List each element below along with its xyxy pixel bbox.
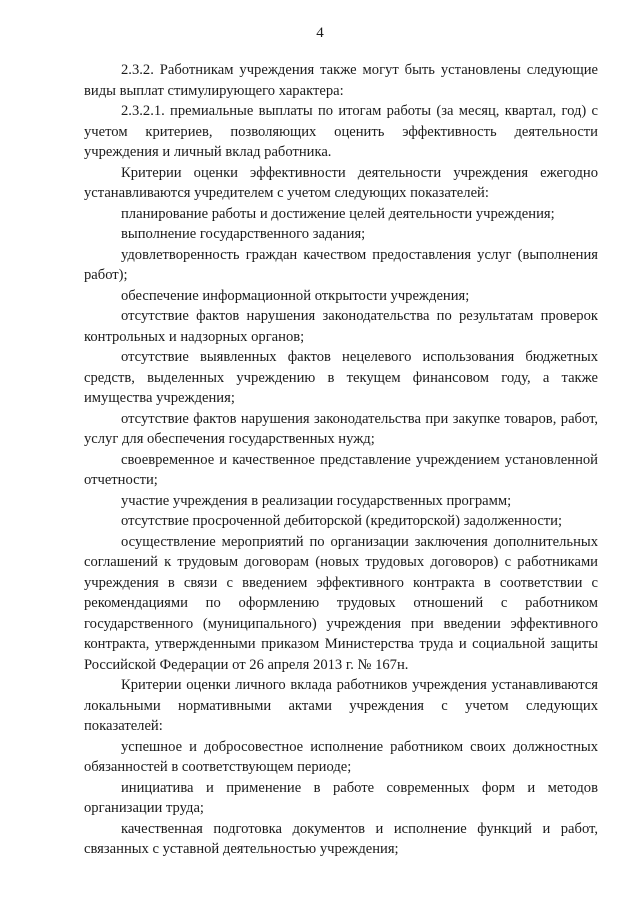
document-body: [84, 60, 598, 860]
paragraph-section-2-3-2: 2.3.2. Работникам учреждения также могут быть установлены следующие виды выплат стимулирующего характера:: [84, 62, 598, 99]
criterion-document-preparation: качественная подготовка документов и исполнение функций и работ, связанных с уставной деятельностью учреждения;: [84, 820, 598, 857]
page-number: 4: [316, 25, 324, 41]
criterion-no-misuse-funds: отсутствие выявленных фактов нецелевого использования бюджетных средств, выделенных учреждению в текущем финансовом году, а также имущества учреждения;: [84, 349, 598, 406]
paragraph-section-2-3-2-1: 2.3.2.1. премиальные выплаты по итогам работы (за месяц, квартал, год) с учетом критериев, позволяющих оценить эффективность деятельности учреждения и личный вклад работника.: [84, 103, 598, 160]
criterion-citizen-satisfaction: удовлетворенность граждан качеством предоставления услуг (выполнения работ);: [84, 246, 598, 283]
criterion-timely-reporting: своевременное и качественное представление учреждением установленной отчетности;: [84, 451, 598, 488]
paragraph-personal-contribution-intro: Критерии оценки личного вклада работников учреждения устанавливаются локальными нормативными актами учреждения с учетом следующих показателей:: [84, 677, 598, 734]
paragraph-institution-criteria-intro: Критерии оценки эффективности деятельности учреждения ежегодно устанавливаются учредителем с учетом следующих показателей:: [84, 164, 598, 201]
criterion-no-procurement-violations: отсутствие фактов нарушения законодательства при закупке товаров, работ, услуг для обеспечения государственных нужд;: [84, 410, 598, 447]
criterion-state-programs: участие учреждения в реализации государственных программ;: [121, 492, 512, 509]
criterion-no-overdue-debt: отсутствие просроченной дебиторской (кредиторской) задолженности;: [121, 513, 563, 529]
criterion-effective-contract: осуществление мероприятий по организации заключения дополнительных соглашений к трудовым договорам (новых трудовых договоров) с работниками учреждения в связи с введением эффективного контракта в соответствии с рекомендациями по оформлению трудовых отношений с работником государственного (муниципального) учреждения при введении эффективного контракта, утвержденными приказом Министерства труда и социальной защиты Российской Федерации от 26 апреля 2013 г. № 167н.: [84, 533, 598, 673]
criterion-no-violations-inspections: отсутствие фактов нарушения законодательства по результатам проверок контрольных и надзорных органов;: [84, 308, 598, 345]
criterion-information-openness: обеспечение информационной открытости учреждения;: [121, 287, 470, 304]
criterion-state-task: выполнение государственного задания;: [121, 226, 366, 242]
criterion-planning: планирование работы и достижение целей деятельности учреждения;: [121, 205, 555, 222]
criterion-duties-performance: успешное и добросовестное исполнение работником своих должностных обязанностей в соответствующем периоде;: [84, 738, 598, 775]
criterion-initiative: инициатива и применение в работе современных форм и методов организации труда;: [84, 779, 598, 816]
